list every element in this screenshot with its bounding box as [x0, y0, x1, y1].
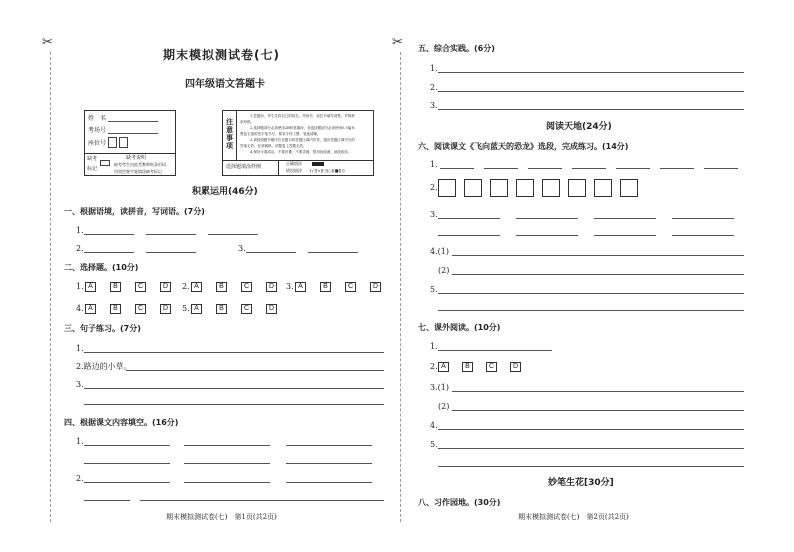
question-6-title: 六、阅读课文《飞向蓝天的恐龙》选段，完成练习。(14分) [418, 142, 629, 151]
character-box[interactable] [516, 179, 534, 197]
answer-line[interactable] [528, 168, 562, 169]
answer-line[interactable] [246, 252, 296, 253]
section-title-reading: 阅读天地(24分) [546, 122, 612, 132]
q6-item-3: 3. [430, 210, 438, 219]
option-box[interactable]: A [295, 282, 306, 292]
cut-line-middle [400, 52, 401, 522]
option-box[interactable]: C [135, 282, 146, 292]
answer-line[interactable] [516, 218, 578, 219]
answer-line[interactable] [208, 234, 258, 235]
option-box[interactable]: B [216, 282, 227, 292]
answer-line[interactable] [452, 274, 744, 275]
seat-label: 座位号 [88, 140, 107, 147]
section-title-writing: 妙笔生花[30分] [548, 478, 614, 488]
seat-box[interactable] [108, 137, 117, 148]
option-box[interactable]: C [241, 282, 252, 292]
absent-note: 用黑色签字笔填涂缺考标记 [114, 169, 162, 174]
character-box[interactable] [594, 179, 612, 197]
answer-line[interactable] [672, 218, 734, 219]
q7-item-3-1: 3.(1) [430, 383, 449, 392]
scissors-icon: ✂ [42, 35, 53, 50]
page-subtitle: 四年级语文答题卡 [185, 79, 265, 90]
answer-line[interactable] [438, 448, 744, 449]
seat-box[interactable] [119, 137, 128, 148]
question-2-title: 二、选择题。(10分) [64, 263, 139, 272]
notice-text: 3.请按照题号顺序在各题目的答题区域内作答，超出答题区域书写的 [250, 138, 355, 142]
answer-line[interactable] [84, 500, 130, 501]
answer-line[interactable] [484, 168, 518, 169]
option-box[interactable]: B [110, 304, 121, 314]
answer-line[interactable] [84, 463, 170, 464]
notice-text: 1.答题前，考生先将自己的姓名、考场号、座位号填写清楚，并核准 [250, 114, 355, 118]
q4-item-1: 1. [76, 437, 84, 446]
cut-line-left [50, 52, 51, 522]
option-box[interactable]: A [191, 282, 202, 292]
sample-label: 选择题填涂样例 [226, 164, 262, 170]
wrong-fill-samples: [√][×][-][○][■][/] [310, 168, 345, 173]
option-box[interactable]: A [85, 304, 96, 314]
question-4-title: 四、根据课文内容填空。(16分) [64, 418, 179, 427]
q6-item-2: 2. [430, 183, 438, 192]
q7-item-2: 2. [430, 362, 438, 371]
q6-item-4-2: (2) [438, 266, 450, 275]
q2-item-5: 5. [182, 304, 190, 313]
answer-line[interactable] [438, 235, 500, 236]
answer-line[interactable] [438, 293, 744, 294]
notice-text: 2.选择题部分必须使用2B铅笔填涂；非选择题部分必须使用0.5毫米 [250, 126, 355, 130]
character-box[interactable] [568, 179, 586, 197]
answer-line[interactable] [616, 168, 650, 169]
section-title-accumulate: 积累运用(46分) [192, 187, 258, 197]
answer-line[interactable] [660, 168, 694, 169]
answer-line[interactable] [84, 404, 384, 405]
option-box[interactable]: B [462, 362, 473, 372]
option-box[interactable]: C [345, 282, 356, 292]
answer-line[interactable] [440, 168, 474, 169]
answer-line[interactable] [84, 388, 384, 389]
answer-line[interactable] [286, 463, 372, 464]
page-title: 期末模拟测试卷(七) [163, 48, 280, 62]
answer-line[interactable] [594, 218, 656, 219]
exam-no-label: 考场号 [88, 127, 107, 134]
answer-line[interactable] [438, 218, 500, 219]
answer-line[interactable] [452, 410, 744, 411]
answer-line[interactable] [146, 252, 196, 253]
exam-no-field[interactable] [108, 133, 158, 134]
question-8-title: 八、习作园地。(30分) [418, 498, 501, 507]
answer-line[interactable] [438, 466, 744, 467]
wrong-label: 错误填涂 [286, 168, 302, 173]
option-box[interactable]: C [241, 304, 252, 314]
q3-item-2: 2.路边的小草。 [76, 362, 132, 371]
q5-item-1: 1. [430, 64, 438, 73]
answer-line[interactable] [572, 168, 606, 169]
q1-item-2: 2. [76, 244, 84, 253]
option-box[interactable]: A [191, 304, 202, 314]
q2-item-2: 2. [182, 282, 190, 291]
option-box[interactable]: D [510, 362, 521, 372]
answer-line[interactable] [438, 350, 552, 351]
divider [236, 110, 237, 160]
question-3-title: 三、句子练习。(7分) [64, 324, 141, 333]
answer-line[interactable] [516, 235, 578, 236]
option-box[interactable]: A [438, 362, 449, 372]
option-box[interactable]: D [266, 282, 277, 292]
question-7-title: 七、课外阅读。(10分) [418, 323, 501, 332]
absent-note: 缺考考生由监考教师贴条形码 [114, 162, 166, 167]
correct-label: 正确填涂 [286, 161, 302, 166]
answer-line[interactable] [594, 235, 656, 236]
answer-line[interactable] [438, 72, 744, 73]
divider [84, 153, 176, 154]
q3-item-1: 1. [76, 344, 84, 353]
answer-line[interactable] [438, 91, 744, 92]
answer-line[interactable] [84, 445, 170, 446]
q7-item-1: 1. [430, 342, 438, 351]
answer-line[interactable] [308, 252, 358, 253]
answer-line[interactable] [84, 234, 134, 235]
character-box[interactable] [464, 179, 482, 197]
option-box[interactable]: D [160, 304, 171, 314]
q5-item-2: 2. [430, 83, 438, 92]
answer-line[interactable] [84, 482, 170, 483]
page-footer-left: 期末模拟测试卷(七) 第1页(共2页) [166, 513, 277, 521]
notice-text: 4.保持卡面清洁，不要折叠，不要弄破，禁用涂改液、涂改胶条。 [250, 150, 352, 154]
option-box[interactable]: B [110, 282, 121, 292]
notice-text: 黑色字迹的签字笔书写，要求字体工整、笔迹清晰。 [240, 132, 321, 136]
q7-item-4: 4. [430, 421, 438, 430]
answer-line[interactable] [438, 429, 744, 430]
absent-note-title: 缺考说明 [126, 155, 147, 161]
answer-line[interactable] [438, 310, 744, 311]
option-box[interactable]: D [160, 282, 171, 292]
correct-fill-sample [312, 162, 324, 166]
answer-line[interactable] [84, 252, 134, 253]
q6-item-1: 1. [430, 160, 438, 169]
q7-item-3-2: (2) [438, 402, 450, 411]
q2-item-4: 4. [76, 304, 84, 313]
q7-item-5: 5. [430, 440, 438, 449]
option-box[interactable]: B [320, 282, 331, 292]
answer-line[interactable] [184, 463, 270, 464]
answer-line[interactable] [140, 500, 384, 501]
q1-item-1: 1. [76, 226, 84, 235]
character-box[interactable] [438, 179, 456, 197]
option-box[interactable]: D [370, 282, 381, 292]
q2-item-1: 1. [76, 282, 84, 291]
character-box[interactable] [542, 179, 560, 197]
answer-line[interactable] [704, 168, 738, 169]
option-box[interactable]: D [266, 304, 277, 314]
answer-line[interactable] [146, 234, 196, 235]
option-box[interactable]: A [85, 282, 96, 292]
answer-line[interactable] [286, 482, 372, 483]
q5-item-3: 3. [430, 101, 438, 110]
character-box[interactable] [620, 179, 638, 197]
answer-line[interactable] [84, 352, 384, 353]
q6-item-5: 5. [430, 285, 438, 294]
notice-text: 条形码。 [240, 120, 254, 124]
answer-line[interactable] [672, 235, 734, 236]
scissors-icon: ✂ [392, 35, 403, 50]
q2-item-3: 3. [286, 282, 294, 291]
answer-line[interactable] [452, 255, 744, 256]
answer-line[interactable] [286, 445, 372, 446]
name-field[interactable] [108, 121, 158, 122]
q4-item-2: 2. [76, 474, 84, 483]
page-footer-right: 期末模拟测试卷(七) 第2页(共2页) [518, 513, 629, 521]
absent-mark-box[interactable] [100, 160, 110, 166]
absent-label: 缺考 [87, 156, 98, 162]
question-5-title: 五、综合实践。(6分) [418, 44, 495, 53]
notice-text: 答案无效；在草稿纸、试题卷上答题无效。 [240, 144, 307, 148]
character-box[interactable] [490, 179, 508, 197]
answer-line[interactable] [452, 391, 744, 392]
option-box[interactable]: C [486, 362, 497, 372]
option-box[interactable]: B [216, 304, 227, 314]
name-label: 姓 名 [88, 115, 107, 122]
answer-line[interactable] [438, 109, 744, 110]
divider [278, 160, 279, 176]
answer-line[interactable] [184, 482, 270, 483]
q1-item-3: 3. [238, 244, 246, 253]
option-box[interactable]: C [135, 304, 146, 314]
q6-item-4-1: 4.(1) [430, 247, 449, 256]
mark-label: 标记 [87, 166, 98, 172]
answer-line[interactable] [184, 445, 270, 446]
question-1-title: 一、根据语境，读拼音，写词语。(7分) [64, 207, 205, 216]
notice-label: 注意事项 [226, 117, 233, 150]
q3-item-3: 3. [76, 380, 84, 389]
answer-line[interactable] [126, 370, 384, 371]
